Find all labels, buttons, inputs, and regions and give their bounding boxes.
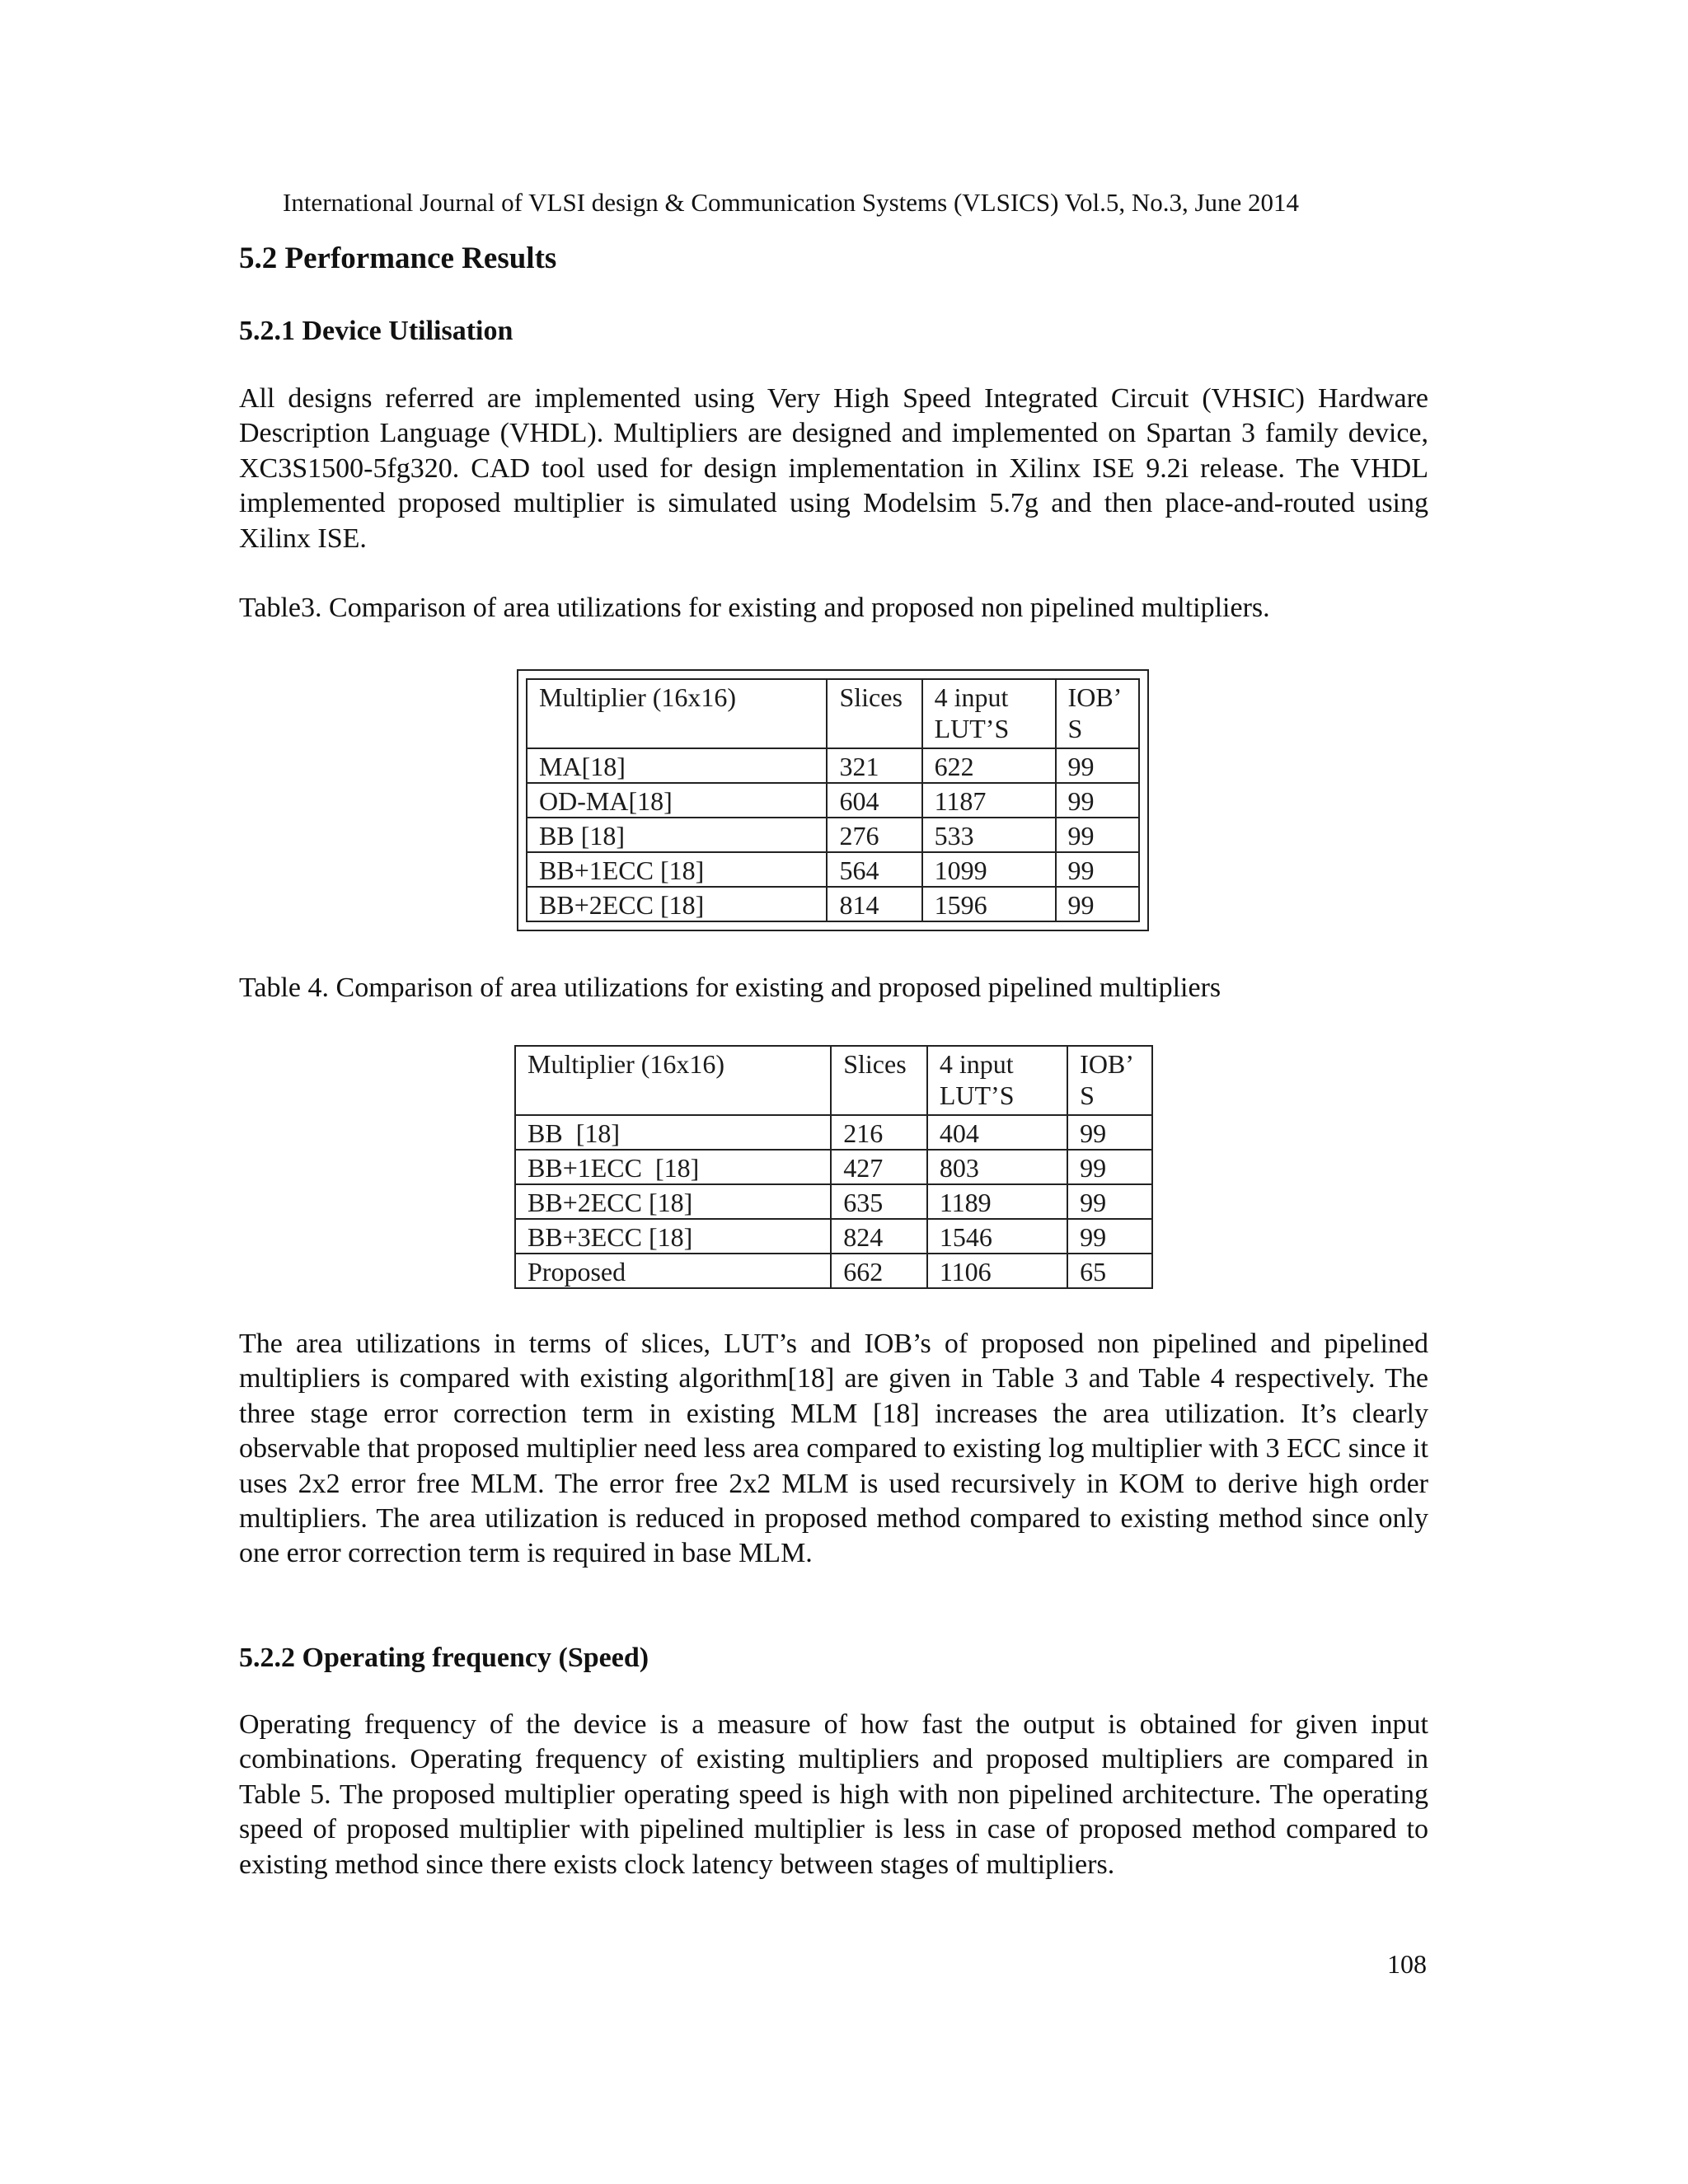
table-cell: 99 — [1067, 1219, 1152, 1254]
table-cell: OD-MA[18] — [527, 783, 827, 818]
table3-header-cell: Slices — [827, 679, 921, 748]
table-row — [515, 1219, 1152, 1254]
table-cell: 1189 — [927, 1184, 1067, 1219]
table-cell: 1546 — [927, 1219, 1067, 1254]
table-row — [515, 1184, 1152, 1219]
table-cell: 1106 — [927, 1254, 1067, 1288]
table4-caption: Table 4. Comparison of area utilizations for existing and proposed pipelined multipliers — [239, 972, 1221, 1003]
paragraph-device-utilisation: All designs referred are implemented using Very High Speed Integrated Circuit (VHSIC) Hardware Description Language (VHDL). Multipliers are designed and implemented on Spartan 3 family device, XC3S1500-5fg320. CAD tool used for design implementation in Xilinx ISE 9.2i release. The VHDL implemented proposed multiplier is simulated using Modelsim 5.7g and then place-and-routed using Xilinx ISE. — [239, 383, 1428, 554]
table-cell: 99 — [1067, 1150, 1152, 1184]
table3-caption: Table3. Comparison of area utilizations for existing and proposed non pipelined multipliers. — [239, 593, 1270, 623]
table3 — [517, 669, 1149, 931]
table-cell: 99 — [1056, 887, 1139, 921]
table-cell: 662 — [831, 1254, 927, 1288]
table-cell: 803 — [927, 1150, 1067, 1184]
table3-header-cell: Multiplier (16x16) — [527, 679, 827, 748]
table-row — [515, 1150, 1152, 1184]
table-cell: Proposed — [515, 1254, 831, 1288]
table-row — [515, 1115, 1152, 1150]
table-cell: BB+3ECC [18] — [515, 1219, 831, 1254]
table-cell: BB+1ECC [18] — [527, 852, 827, 887]
table-row — [515, 1254, 1152, 1288]
table-cell: 65 — [1067, 1254, 1152, 1288]
table-cell: 404 — [927, 1115, 1067, 1150]
paragraph-area-discussion: The area utilizations in terms of slices, LUT’s and IOB’s of proposed non pipelined and pipelined multipliers is compared with existing algorithm[18] are given in Table 3 and Table 4 respectively. The three stage error correction term in existing MLM [18] increases the area utilization. It’s clearly observable that proposed multiplier need less area compared to existing log multiplier with 3 ECC since it uses 2x2 error free MLM. The error free 2x2 MLM is used recursively in KOM to derive high order multipliers. The area utilization is reduced in proposed method compared to existing method since only one error correction term is required in base MLM. — [239, 1329, 1428, 1569]
table-cell: 99 — [1056, 748, 1139, 783]
table-cell: 604 — [827, 783, 921, 818]
table-cell: 276 — [827, 818, 921, 852]
table-row — [527, 748, 1139, 783]
table-cell: 99 — [1067, 1184, 1152, 1219]
running-header: International Journal of VLSI design & Communication Systems (VLSICS) Vol.5, No.3, June 2014 — [283, 188, 1300, 217]
table-cell: 1187 — [922, 783, 1056, 818]
table-cell: 427 — [831, 1150, 927, 1184]
paragraph-operating-frequency: Operating frequency of the device is a measure of how fast the output is obtained for given input combinations. Operating frequency of existing multipliers and proposed multipliers are compared in Table 5. The proposed multiplier operating speed is high with non pipelined architecture. The operating speed of proposed multiplier with pipelined multiplier is less in case of proposed method compared to existing method since there exists clock latency between stages of multipliers. — [239, 1709, 1428, 1880]
table-cell: BB+1ECC [18] — [515, 1150, 831, 1184]
table-row — [527, 783, 1139, 818]
table-cell: MA[18] — [527, 748, 827, 783]
table4-header-cell: Multiplier (16x16) — [515, 1046, 831, 1115]
section-title: 5.2 Performance Results — [239, 241, 557, 275]
table4-header-cell: Slices — [831, 1046, 927, 1115]
subsection-title-operating-frequency: 5.2.2 Operating frequency (Speed) — [239, 1643, 649, 1673]
table-cell: 216 — [831, 1115, 927, 1150]
table-cell: 99 — [1056, 818, 1139, 852]
page-number: 108 — [1387, 1949, 1427, 1979]
table-cell: 99 — [1067, 1115, 1152, 1150]
table-row — [527, 818, 1139, 852]
table-cell: 99 — [1056, 783, 1139, 818]
table-cell: 1596 — [922, 887, 1056, 921]
table4-header-cell: IOB’ S — [1067, 1046, 1152, 1115]
table-cell: 564 — [827, 852, 921, 887]
subsection-title-device-utilisation: 5.2.1 Device Utilisation — [239, 316, 513, 346]
table-cell: 635 — [831, 1184, 927, 1219]
table-cell: 1099 — [922, 852, 1056, 887]
table3-header-row — [527, 679, 1139, 748]
table-cell: BB+2ECC [18] — [515, 1184, 831, 1219]
table4 — [514, 1045, 1135, 1289]
table-cell: BB [18] — [527, 818, 827, 852]
table-cell: 622 — [922, 748, 1056, 783]
table3-header-cell: 4 input LUT’S — [922, 679, 1056, 748]
table4-header-row — [515, 1046, 1152, 1115]
table-cell: 814 — [827, 887, 921, 921]
table-row — [527, 887, 1139, 921]
table4-header-cell: 4 input LUT’S — [927, 1046, 1067, 1115]
table-cell: BB+2ECC [18] — [527, 887, 827, 921]
table3-header-cell: IOB’ S — [1056, 679, 1139, 748]
table-cell: 824 — [831, 1219, 927, 1254]
table-cell: 99 — [1056, 852, 1139, 887]
table-cell: 533 — [922, 818, 1056, 852]
table-row — [527, 852, 1139, 887]
table-cell: BB [18] — [515, 1115, 831, 1150]
table-cell: 321 — [827, 748, 921, 783]
